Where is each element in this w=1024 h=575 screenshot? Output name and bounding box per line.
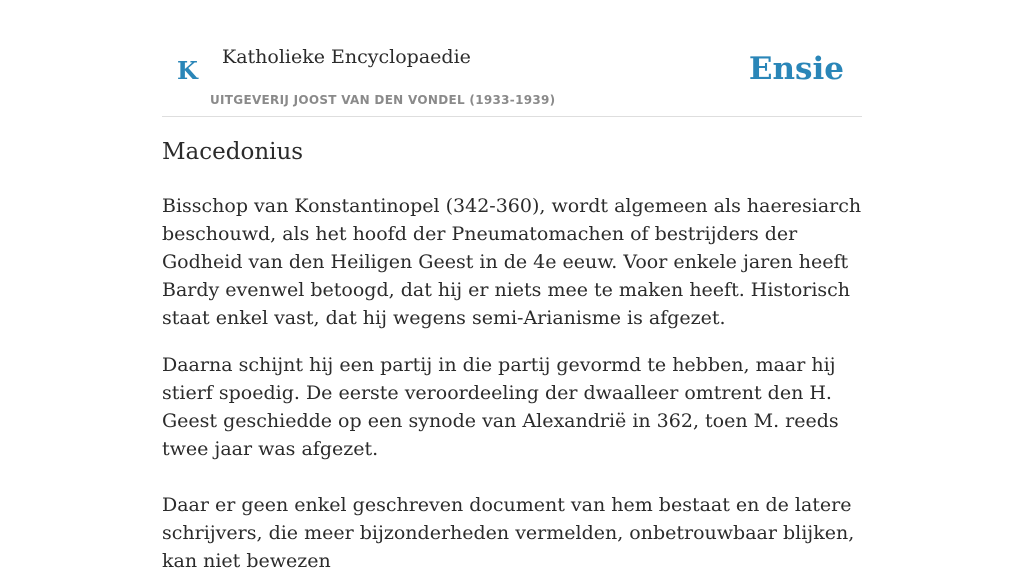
- article-title: Macedonius: [162, 139, 304, 165]
- publisher-subtitle: UITGEVERIJ JOOST VAN DEN VONDEL (1933-1939): [210, 93, 556, 107]
- site-header: [162, 0, 862, 117]
- article-paragraph: Bisschop van Konstantinopel (342-360), wordt algemeen als haeresiarch beschouwd, als het hoofd der Pneumatomachen of bestrijders der Godheid van den Heiligen Geest in de 4e eeuw. Voor enkele jaren heeft Bardy evenwel betoogd, dat hij er niets mee te maken heeft. Historisch staat enkel vast, dat hij wegens semi-Arianisme is afgezet.: [162, 195, 862, 329]
- ensie-brand-logo[interactable]: Ensie: [748, 51, 844, 87]
- article-paragraph: Daar er geen enkel geschreven document van hem bestaat en de latere schrijvers, die meer bijzonderheden vermelden, onbetrouwbaar blijken, kan niet bewezen: [162, 494, 855, 572]
- publication-logo-icon[interactable]: K: [177, 56, 198, 85]
- article-body: [162, 192, 862, 575]
- article-paragraph: Daarna schijnt hij een partij in die partij gevormd te hebben, maar hij stierf spoedig. De eerste veroordeeling der dwaalleer omtrent den H. Geest geschiedde op een synode van Alexandrië in 362, toen M. reeds twee jaar was afgezet.: [162, 354, 839, 460]
- publication-title[interactable]: Katholieke Encyclopaedie: [222, 46, 471, 68]
